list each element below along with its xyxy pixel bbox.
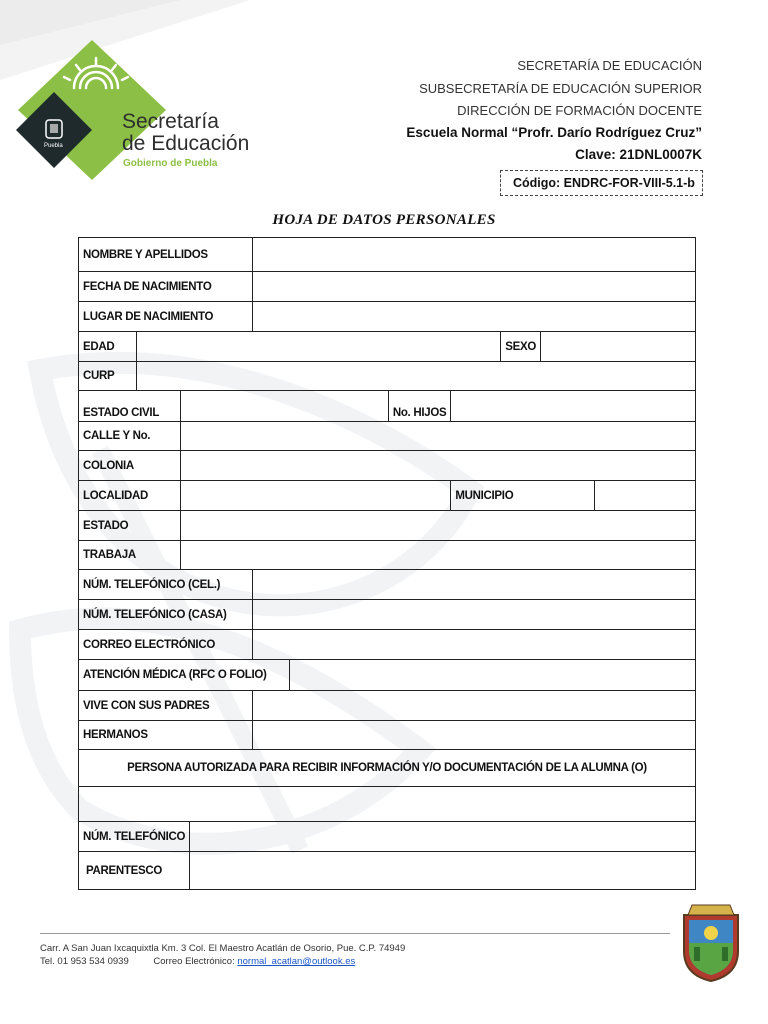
field-persona-autorizada[interactable]: [79, 787, 696, 822]
field-localidad[interactable]: [180, 481, 451, 511]
footer-contact: [40, 956, 355, 967]
header-secretaria: SECRETARÍA DE EDUCACIÓN: [517, 58, 702, 73]
field-parentesco[interactable]: [190, 852, 696, 890]
footer-phone: Tel. 01 953 534 0939: [40, 956, 129, 967]
header-clave: Clave: 21DNL0007K: [575, 147, 702, 162]
label-localidad: LOCALIDAD: [79, 481, 181, 511]
school-seal-icon: [680, 903, 742, 983]
label-tel-cel: NÚM. TELEFÓNICO (CEL.): [79, 570, 253, 600]
label-correo: CORREO ELECTRÓNICO: [79, 630, 253, 660]
field-estado-civil[interactable]: [180, 391, 388, 422]
header-direccion: DIRECCIÓN DE FORMACIÓN DOCENTE: [457, 103, 702, 118]
field-vive-padres[interactable]: [252, 691, 695, 721]
label-atencion-medica: ATENCIÓN MÉDICA (RFC O FOLIO): [79, 660, 290, 691]
field-hermanos[interactable]: [252, 721, 695, 750]
label-nombre: NOMBRE Y APELLIDOS: [79, 238, 253, 272]
label-tel-casa: NÚM. TELEFÓNICO (CASA): [79, 600, 253, 630]
label-persona-autorizada: PERSONA AUTORIZADA PARA RECIBIR INFORMACIÓN Y/O DOCUMENTACIÓN DE LA ALUMNA (O): [79, 750, 696, 787]
label-calle: CALLE Y No.: [79, 422, 181, 451]
field-estado[interactable]: [180, 511, 695, 541]
field-nombre[interactable]: [252, 238, 695, 272]
codigo-box: Código: ENDRC-FOR-VIII-5.1-b: [500, 170, 703, 196]
label-estado-civil: ESTADO CIVIL: [79, 391, 181, 422]
field-tel-cel[interactable]: [252, 570, 695, 600]
field-hijos[interactable]: [451, 391, 696, 422]
field-colonia[interactable]: [180, 451, 695, 481]
label-curp: CURP: [79, 362, 137, 391]
document-title: HOJA DE DATOS PERSONALES: [272, 212, 496, 228]
field-correo[interactable]: [252, 630, 695, 660]
label-lugar-nacimiento: LUGAR DE NACIMIENTO: [79, 302, 253, 332]
footer-email-link[interactable]: normal_acatlan@outlook.es: [237, 956, 356, 967]
field-trabaja[interactable]: [180, 541, 695, 570]
header-subsecretaria: SUBSECRETARÍA DE EDUCACIÓN SUPERIOR: [419, 81, 702, 96]
field-atencion-medica[interactable]: [289, 660, 695, 691]
field-calle[interactable]: [180, 422, 695, 451]
label-edad: EDAD: [79, 332, 137, 362]
label-trabaja: TRABAJA: [79, 541, 181, 570]
field-lugar-nacimiento[interactable]: [252, 302, 695, 332]
label-municipio: MUNICIPIO: [451, 481, 594, 511]
label-colonia: COLONIA: [79, 451, 181, 481]
logo-badge-text: Puebla: [44, 143, 63, 149]
field-municipio[interactable]: [594, 481, 695, 511]
label-fecha-nacimiento: FECHA DE NACIMIENTO: [79, 272, 253, 302]
header-escuela: Escuela Normal “Profr. Darío Rodríguez Cruz”: [406, 125, 702, 140]
field-fecha-nacimiento[interactable]: [252, 272, 695, 302]
field-tel-casa[interactable]: [252, 600, 695, 630]
logo-title-line1: Secretaría: [122, 110, 219, 133]
label-hijos: No. HIJOS: [388, 391, 451, 422]
field-sexo[interactable]: [541, 332, 696, 362]
label-sexo: SEXO: [501, 332, 541, 362]
label-hermanos: HERMANOS: [79, 721, 253, 750]
field-edad[interactable]: [136, 332, 501, 362]
logo-title-line2: de Educación: [122, 132, 250, 155]
footer-divider: [40, 933, 670, 934]
field-curp[interactable]: [136, 362, 695, 391]
label-vive-padres: VIVE CON SUS PADRES: [79, 691, 253, 721]
footer-email-label: Correo Electrónico:: [153, 956, 235, 967]
footer-address: Carr. A San Juan Ixcaquixtla Km. 3 Col. El Maestro Acatlán de Osorio, Pue. C.P. 74949: [40, 943, 406, 954]
logo-subtitle: Gobierno de Puebla: [123, 158, 218, 169]
label-estado: ESTADO: [79, 511, 181, 541]
label-num-telefonico: NÚM. TELEFÓNICO: [79, 822, 190, 852]
label-parentesco: PARENTESCO: [79, 852, 190, 890]
field-num-telefonico[interactable]: [190, 822, 696, 852]
personal-data-form: [78, 237, 696, 890]
